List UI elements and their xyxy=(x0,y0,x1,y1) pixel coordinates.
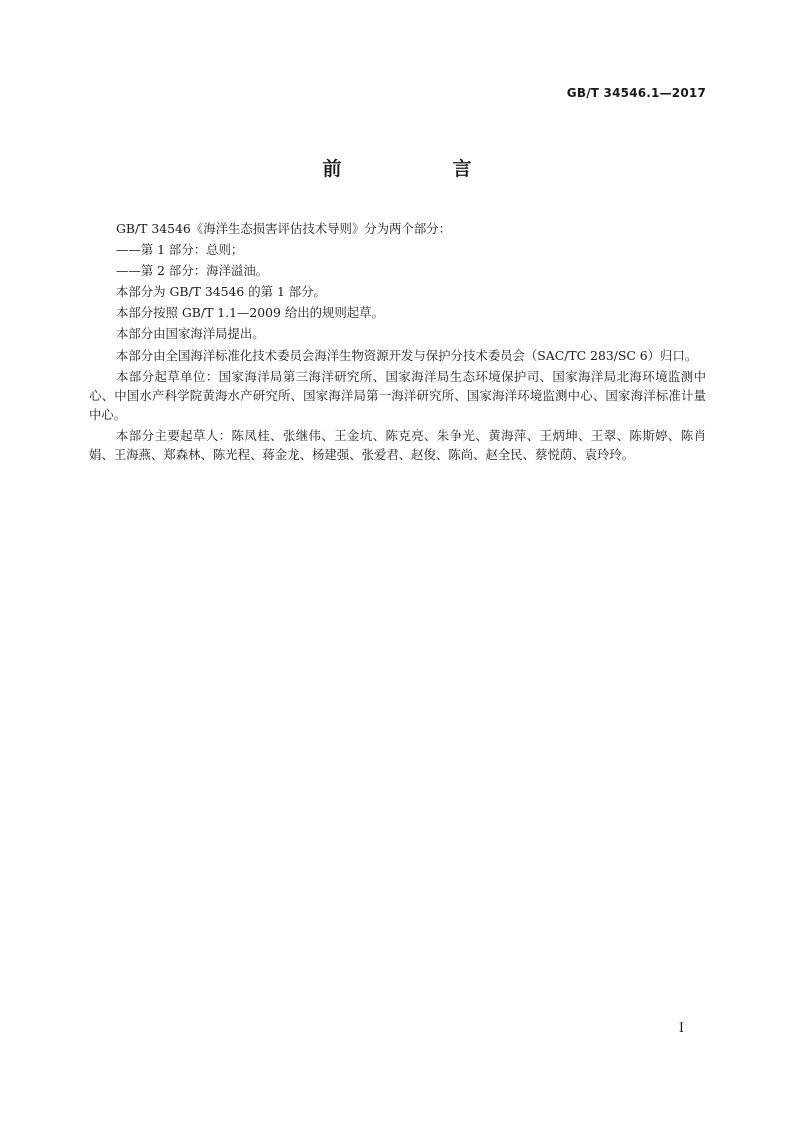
paragraph-technical-committee: 本部分由全国海洋标准化技术委员会海洋生物资源开发与保护分技术委员会（SAC/TC 283/SC 6）归口。 xyxy=(116,347,698,363)
page-title: 前 言 xyxy=(322,158,518,180)
standard-code-header: GB/T 34546.1—2017 xyxy=(566,86,706,100)
paragraph-part-2: ——第 2 部分：海洋溢油。 xyxy=(116,263,269,279)
page-number: I xyxy=(678,1021,684,1036)
paragraph-drafting-units: 本部分起草单位：国家海洋局第三海洋研究所、国家海洋局生态环境保护司、国家海洋局北海环境监测中心、中国水产科学院黄海水产研究所、国家海洋局第一海洋研究所、国家海洋环境监测中心、国家海洋标准计量中心。 xyxy=(89,368,706,422)
paragraph-standard-parts: GB/T 34546《海洋生态损害评估技术导则》分为两个部分： xyxy=(116,221,452,236)
paragraph-drafting-rules: 本部分按照 GB/T 1.1—2009 给出的规则起草。 xyxy=(116,305,384,321)
foreword-body xyxy=(89,219,706,466)
paragraph-this-part: 本部分为 GB/T 34546 的第 1 部分。 xyxy=(116,284,326,300)
paragraph-proposed-by: 本部分由国家海洋局提出。 xyxy=(116,326,265,342)
paragraph-part-1: ——第 1 部分：总则； xyxy=(116,242,244,258)
paragraph-drafters: 本部分主要起草人：陈凤桂、张继伟、王金坑、陈克亮、朱争光、黄海萍、王炳坤、王翠、陈斯婷、陈肖娟、王海燕、郑森林、陈光程、蒋金龙、杨建强、张爱君、赵俊、陈尚、赵全民、蔡悦荫、袁玲玲。 xyxy=(89,427,706,463)
